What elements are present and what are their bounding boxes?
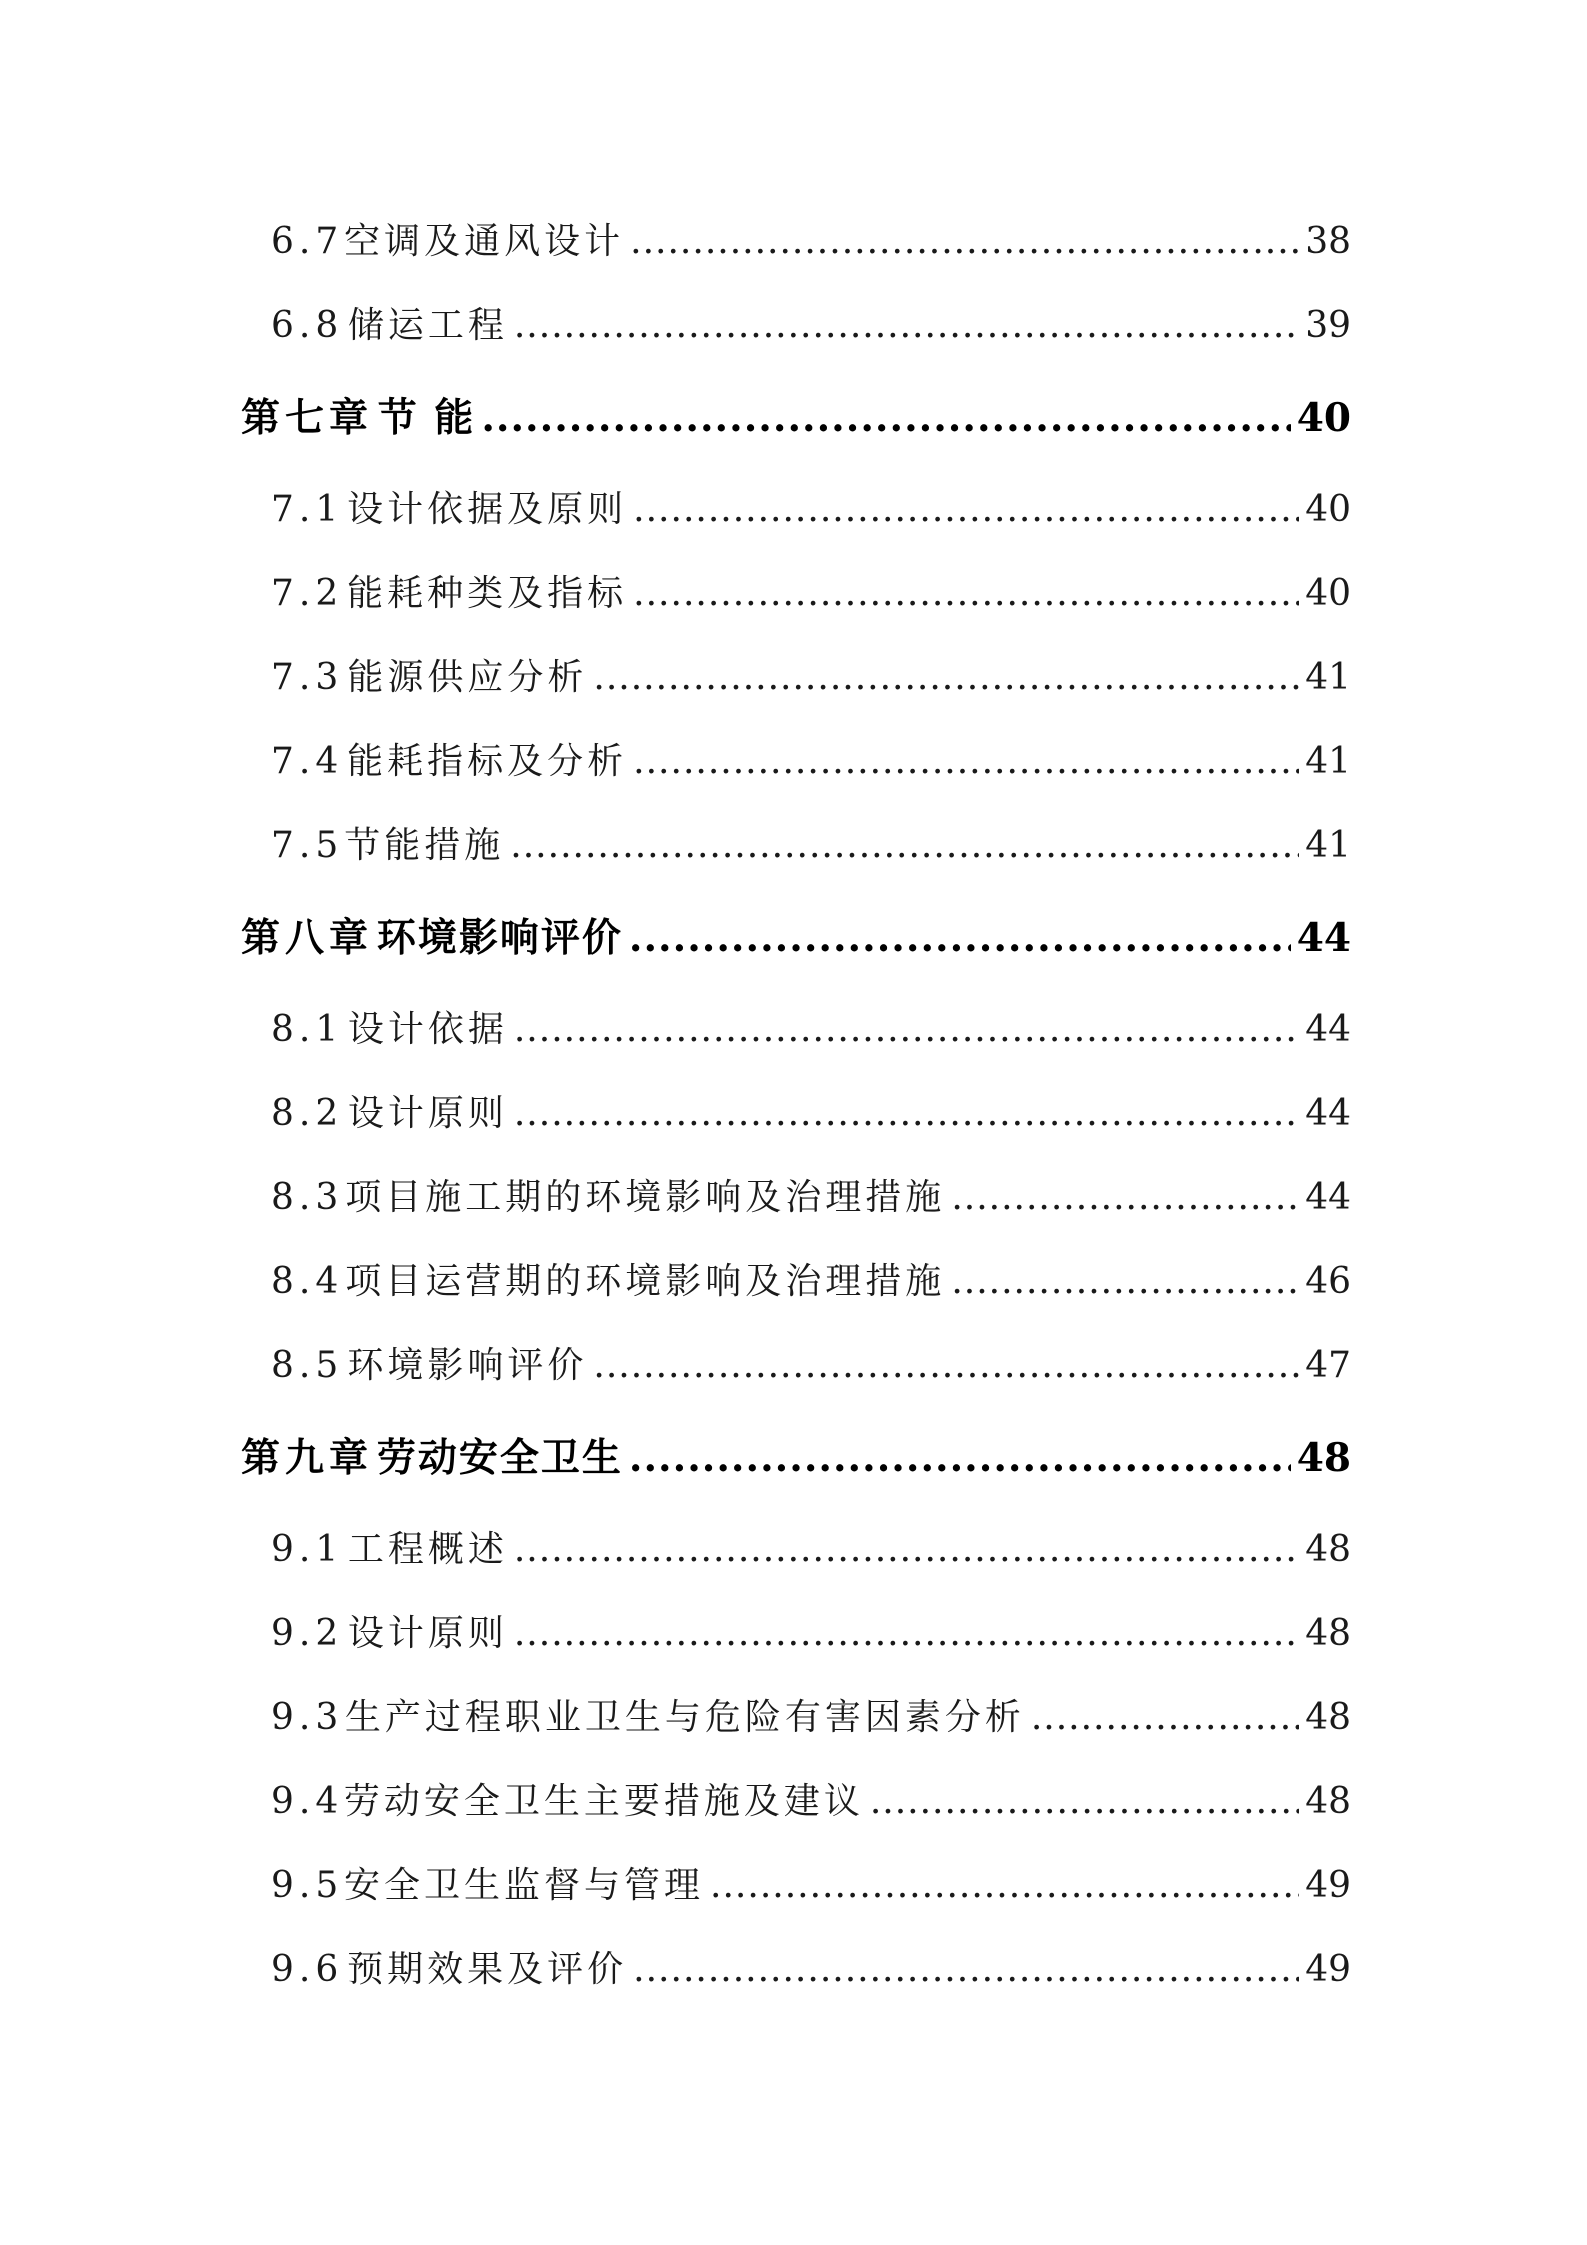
toc-entry-title: 能耗指标及分析 — [347, 741, 628, 782]
toc-chapter-title: 节 能 — [377, 395, 476, 441]
toc-entry-title: 预期效果及评价 — [347, 1949, 628, 1990]
toc-entry-8-1[interactable] — [241, 988, 1351, 1072]
toc-entry-page: 48 — [1305, 1613, 1351, 1654]
dot-leader — [633, 1928, 1299, 2012]
toc-entry-number: 7.3 — [271, 657, 344, 698]
toc-entry-number: 8.2 — [271, 1093, 344, 1134]
toc-entry-number: 7.5 — [271, 825, 344, 866]
toc-chapter-title: 劳动安全卫生 — [376, 1435, 623, 1481]
toc-entry-page: 49 — [1305, 1865, 1351, 1906]
dot-leader — [951, 1240, 1299, 1324]
dot-leader — [633, 720, 1299, 804]
toc-entry-page: 44 — [1305, 1177, 1351, 1218]
dot-leader — [593, 1324, 1299, 1408]
toc-entry-number: 7.4 — [271, 741, 344, 782]
toc-entry-7-5[interactable] — [241, 804, 1351, 888]
toc-entry-9-4[interactable] — [241, 1760, 1351, 1844]
toc-chapter-page: 48 — [1296, 1435, 1351, 1481]
toc-chapter-number: 第九章 — [241, 1435, 374, 1481]
toc-entry-number: 6.8 — [271, 305, 344, 346]
toc-entry-number: 9.2 — [271, 1613, 344, 1654]
toc-entry-title: 空调及通风设计 — [344, 221, 625, 262]
toc-entry-7-4[interactable] — [241, 720, 1351, 804]
toc-entry-title: 设计依据 — [347, 1009, 508, 1050]
toc-entry-title: 劳动安全卫生主要措施及建议 — [343, 1781, 864, 1822]
dot-leader — [514, 1072, 1299, 1156]
dot-leader — [514, 1592, 1299, 1676]
toc-entry-page: 44 — [1305, 1009, 1351, 1050]
toc-entry-7-2[interactable] — [241, 552, 1351, 636]
toc-entry-number: 9.3 — [271, 1697, 344, 1738]
toc-entry-page: 48 — [1305, 1781, 1351, 1822]
dot-leader — [630, 200, 1299, 284]
toc-chapter-number: 第七章 — [241, 395, 374, 441]
toc-entry-9-1[interactable] — [241, 1508, 1351, 1592]
toc-entry-8-3[interactable] — [241, 1156, 1351, 1240]
toc-entry-page: 48 — [1305, 1697, 1351, 1738]
toc-entry-number: 9.6 — [271, 1949, 344, 1990]
dot-leader — [510, 804, 1299, 888]
toc-entry-page: 41 — [1305, 741, 1351, 782]
dot-leader — [633, 552, 1299, 636]
toc-entry-7-3[interactable] — [241, 636, 1351, 720]
toc-entry-number: 7.1 — [271, 489, 344, 530]
toc-entry-page: 41 — [1305, 657, 1351, 698]
toc-entry-number: 9.5 — [271, 1865, 344, 1906]
dot-leader — [629, 888, 1291, 988]
toc-entry-title: 环境影响评价 — [347, 1345, 588, 1386]
toc-chapter-title: 环境影响评价 — [376, 915, 623, 961]
toc-entry-page: 39 — [1305, 305, 1351, 346]
toc-chapter-8[interactable] — [241, 888, 1351, 988]
toc-entry-title: 工程概述 — [347, 1529, 508, 1570]
toc-entry-title: 节能措施 — [344, 825, 505, 866]
toc-entry-title: 能耗种类及指标 — [347, 573, 628, 614]
toc-entry-number: 8.3 — [271, 1177, 344, 1218]
toc-entry-9-5[interactable] — [241, 1844, 1351, 1928]
dot-leader — [710, 1844, 1299, 1928]
toc-entry-page: 40 — [1305, 573, 1351, 614]
toc-entry-8-2[interactable] — [241, 1072, 1351, 1156]
toc-chapter-7[interactable] — [241, 368, 1351, 468]
toc-entry-8-5[interactable] — [241, 1324, 1351, 1408]
toc-entry-page: 40 — [1305, 489, 1351, 530]
toc-entry-page: 44 — [1305, 1093, 1351, 1134]
toc-entry-title: 设计原则 — [347, 1613, 508, 1654]
dot-leader — [629, 1408, 1291, 1508]
toc-entry-number: 9.4 — [271, 1781, 344, 1822]
toc-entry-7-1[interactable] — [241, 468, 1351, 552]
toc-entry-title: 项目运营期的环境影响及治理措施 — [345, 1261, 946, 1302]
dot-leader — [481, 368, 1290, 468]
toc-entry-6-7[interactable] — [241, 200, 1351, 284]
toc-entry-page: 38 — [1305, 221, 1351, 262]
toc-entry-9-6[interactable] — [241, 1928, 1351, 2012]
toc-entry-page: 48 — [1305, 1529, 1351, 1570]
dot-leader — [514, 988, 1299, 1072]
toc-entry-number: 7.2 — [271, 573, 344, 614]
toc-chapter-page: 40 — [1296, 395, 1351, 441]
toc-entry-number: 6.7 — [271, 221, 344, 262]
toc-chapter-number: 第八章 — [241, 915, 374, 961]
toc-entry-page: 49 — [1305, 1949, 1351, 1990]
toc-entry-title: 项目施工期的环境影响及治理措施 — [345, 1177, 946, 1218]
toc-entry-number: 8.4 — [271, 1261, 344, 1302]
dot-leader — [633, 468, 1299, 552]
toc-entry-page: 46 — [1305, 1261, 1351, 1302]
toc-entry-number: 8.1 — [271, 1009, 344, 1050]
dot-leader — [593, 636, 1299, 720]
toc-entry-number: 9.1 — [271, 1529, 344, 1570]
toc-entry-8-4[interactable] — [241, 1240, 1351, 1324]
toc-entry-title: 生产过程职业卫生与危险有害因素分析 — [344, 1697, 1025, 1738]
dot-leader — [514, 1508, 1299, 1592]
toc-chapter-page: 44 — [1296, 915, 1351, 961]
toc-chapter-9[interactable] — [241, 1408, 1351, 1508]
toc-entry-page: 41 — [1305, 825, 1351, 866]
toc-entry-title: 能源供应分析 — [347, 657, 588, 698]
toc-entry-9-2[interactable] — [241, 1592, 1351, 1676]
toc-entry-page: 47 — [1305, 1345, 1351, 1386]
dot-leader — [1031, 1676, 1299, 1760]
toc-entry-6-8[interactable] — [241, 284, 1351, 368]
dot-leader — [870, 1760, 1299, 1844]
dot-leader — [951, 1156, 1299, 1240]
toc-entry-title: 安全卫生监督与管理 — [344, 1865, 705, 1906]
toc-entry-title: 设计原则 — [347, 1093, 508, 1134]
toc-entry-title: 储运工程 — [347, 305, 508, 346]
toc-entry-9-3[interactable] — [241, 1676, 1351, 1760]
toc-entry-title: 设计依据及原则 — [347, 489, 628, 530]
toc-entry-number: 8.5 — [271, 1345, 344, 1386]
dot-leader — [514, 284, 1299, 368]
table-of-contents — [241, 200, 1351, 2012]
